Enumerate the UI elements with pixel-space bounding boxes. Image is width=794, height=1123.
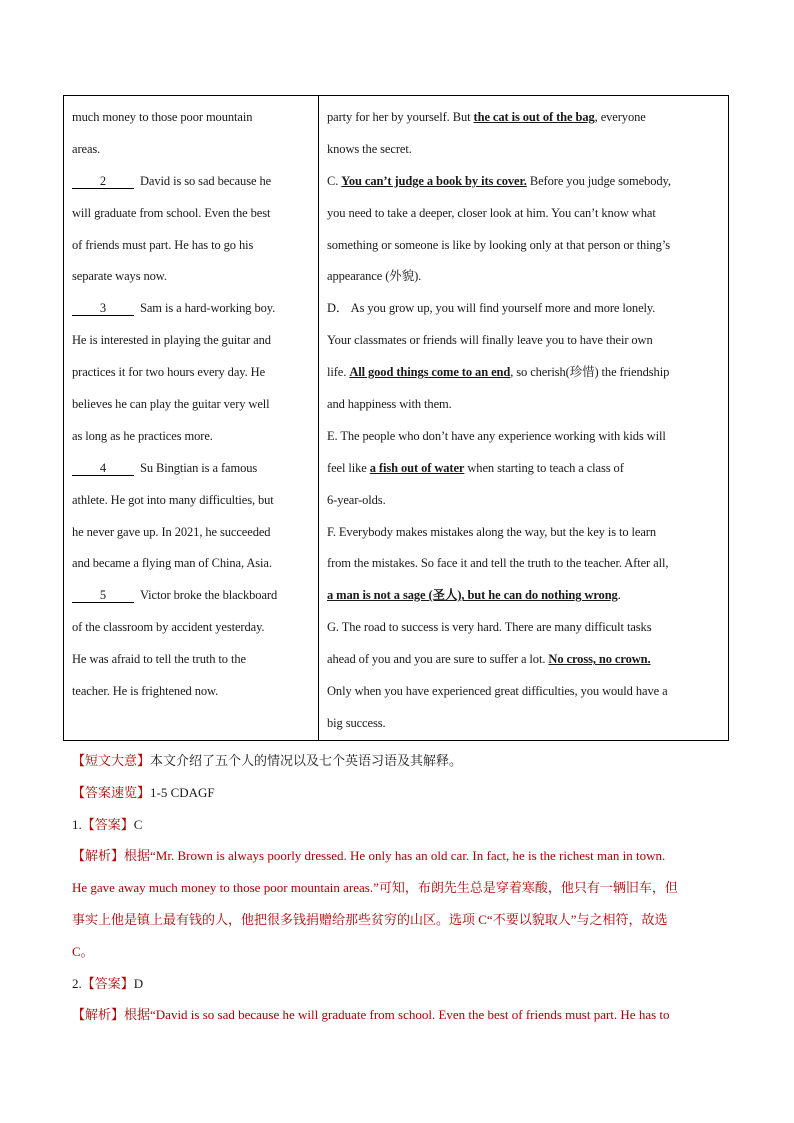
answer-number: 1. — [72, 816, 82, 832]
option-text: something or someone is like by looking only at that person or thing’s — [327, 237, 670, 252]
option-line — [327, 453, 722, 485]
option-text: Only when you have experienced great difficulties, you would have a — [327, 684, 668, 699]
question-text: of the classroom by accident yesterday. — [72, 620, 265, 635]
idiom-highlight: All good things come to an end — [349, 365, 511, 380]
question-text: he never gave up. In 2021, he succeeded — [72, 524, 271, 539]
answer-blank: 3 — [72, 301, 134, 316]
analysis-text: He gave away much money to those poor mountain areas.”可知，布朗先生总是穿着寒酸，他只有一辆旧车，但 — [72, 880, 678, 896]
question-text: Sam is a hard-working boy. — [140, 301, 276, 316]
question-text: athlete. He got into many difficulties, but — [72, 492, 274, 507]
option-text: Before you judge somebody, — [526, 173, 671, 188]
option-line — [327, 102, 722, 134]
answer-blank: 4 — [72, 461, 134, 476]
exercise-table — [63, 95, 729, 741]
section-tag: 【答案速览】 — [72, 784, 151, 800]
option-text: big success. — [327, 715, 386, 730]
question-text: David is so sad because he — [140, 173, 272, 188]
question-line — [72, 421, 312, 453]
option-line — [327, 676, 722, 708]
question-text: of friends must part. He has to go his — [72, 237, 254, 252]
section-tag: 【解析】 — [72, 848, 125, 864]
analysis-line — [72, 936, 722, 968]
option-line — [327, 198, 722, 230]
option-text: C. — [327, 173, 342, 188]
options-column — [319, 96, 728, 740]
question-text: He was afraid to tell the truth to the — [72, 652, 246, 667]
question-text: Victor broke the blackboard — [140, 588, 278, 603]
question-text: as long as he practices more. — [72, 428, 213, 443]
option-line — [327, 421, 722, 453]
option-text: ahead of you and you are sure to suffer a lot. — [327, 652, 549, 667]
analysis-line — [72, 999, 722, 1031]
question-line — [72, 580, 312, 612]
question-line — [72, 485, 312, 517]
option-text: party for her by yourself. But — [327, 110, 474, 124]
analysis-text: 事实上他是镇上最有钱的人，他把很多钱捐赠给那些贫穷的山区。选项 C“不要以貌取人”与之相符，故选 — [72, 911, 668, 927]
analysis-text: 根据“David is so sad because he will graduate from school. Even the best of friends must part. He has to — [124, 1007, 670, 1023]
analysis-text: C。 — [72, 943, 94, 959]
question-line — [72, 261, 312, 293]
idiom-highlight: the cat is out of the bag — [473, 110, 595, 124]
answer-number: 2. — [72, 975, 82, 991]
question-text: Su Bingtian is a famous — [140, 460, 258, 475]
answer-blank: 5 — [72, 588, 134, 603]
questions-column — [64, 96, 319, 740]
question-line — [72, 166, 312, 198]
question-line — [72, 102, 312, 134]
analysis-text: 本文介绍了五个人的情况以及七个英语习语及其解释。 — [150, 753, 463, 768]
option-line — [327, 325, 722, 357]
idiom-highlight: You can’t judge a book by its cover. — [341, 173, 527, 188]
question-line — [72, 548, 312, 580]
idiom-highlight: a man is not a sage (圣人), but he can do nothing wrong — [327, 588, 618, 603]
option-text: D． As you grow up, you will find yourself more and more lonely. — [327, 301, 656, 316]
option-text: . — [617, 588, 621, 603]
answer-blank: 2 — [72, 174, 134, 189]
option-text: Your classmates or friends will finally leave you to have their own — [327, 333, 653, 348]
question-line — [72, 293, 312, 325]
idiom-highlight: a fish out of water — [369, 460, 465, 475]
option-text: life. — [327, 365, 350, 380]
analysis-line — [72, 968, 722, 1000]
analysis-line — [72, 904, 722, 936]
option-line — [327, 612, 722, 644]
option-text: from the mistakes. So face it and tell the truth to the teacher. After all, — [327, 556, 669, 571]
option-line — [327, 389, 722, 421]
analysis-line — [72, 809, 722, 841]
question-line — [72, 676, 312, 708]
option-line — [327, 357, 722, 389]
question-text: will graduate from school. Even the best — [72, 205, 271, 220]
idiom-highlight: No cross, no crown. — [548, 652, 651, 667]
option-text: 6-year-olds. — [327, 492, 386, 507]
answer-value: C — [133, 816, 143, 832]
question-text: and became a flying man of China, Asia. — [72, 556, 272, 571]
answer-analysis — [72, 745, 722, 1031]
analysis-text: 根据“Mr. Brown is always poorly dressed. He only has an old car. In fact, he is the richest man in town. — [124, 848, 666, 864]
question-text: teacher. He is frightened now. — [72, 684, 219, 699]
option-line — [327, 293, 722, 325]
question-text: areas. — [72, 141, 101, 156]
option-line — [327, 485, 722, 517]
option-line — [327, 134, 722, 166]
section-tag: 【答案】 — [81, 816, 134, 832]
option-text: appearance (外貌). — [327, 269, 422, 284]
option-text: G. The road to success is very hard. There are many difficult tasks — [327, 620, 652, 635]
option-text: , everyone — [594, 110, 646, 124]
section-tag: 【短文大意】 — [72, 753, 151, 768]
question-line — [72, 325, 312, 357]
option-line — [327, 517, 722, 549]
question-line — [72, 517, 312, 549]
option-line — [327, 644, 722, 676]
option-text: F. Everybody makes mistakes along the way, but the key is to learn — [327, 524, 657, 539]
question-text: separate ways now. — [72, 269, 167, 284]
question-line — [72, 230, 312, 262]
analysis-line — [72, 872, 722, 904]
option-line — [327, 708, 722, 740]
option-text: feel like — [327, 460, 370, 475]
option-text: knows the secret. — [327, 141, 412, 156]
question-line — [72, 612, 312, 644]
analysis-line — [72, 840, 722, 872]
analysis-line — [72, 777, 722, 809]
option-text: when starting to teach a class of — [464, 460, 624, 475]
answer-value: D — [133, 975, 144, 991]
option-line — [327, 580, 722, 612]
question-line — [72, 453, 312, 485]
section-tag: 【答案】 — [81, 975, 134, 991]
option-text: , so cherish(珍惜) the friendship — [510, 365, 670, 380]
option-text: E. The people who don’t have any experience working with kids will — [327, 428, 666, 443]
analysis-text: 1-5 CDAGF — [150, 784, 215, 800]
question-line — [72, 134, 312, 166]
option-line — [327, 166, 722, 198]
option-text: you need to take a deeper, closer look at him. You can’t know what — [327, 205, 656, 220]
analysis-line — [72, 745, 722, 777]
question-line — [72, 389, 312, 421]
option-line — [327, 261, 722, 293]
section-tag: 【解析】 — [72, 1007, 125, 1023]
question-text: much money to those poor mountain — [72, 110, 253, 124]
option-line — [327, 548, 722, 580]
question-line — [72, 198, 312, 230]
question-text: believes he can play the guitar very well — [72, 397, 270, 412]
question-text: practices it for two hours every day. He — [72, 365, 266, 380]
question-line — [72, 644, 312, 676]
option-line — [327, 230, 722, 262]
option-text: and happiness with them. — [327, 397, 452, 412]
question-line — [72, 357, 312, 389]
question-text: He is interested in playing the guitar and — [72, 333, 271, 348]
